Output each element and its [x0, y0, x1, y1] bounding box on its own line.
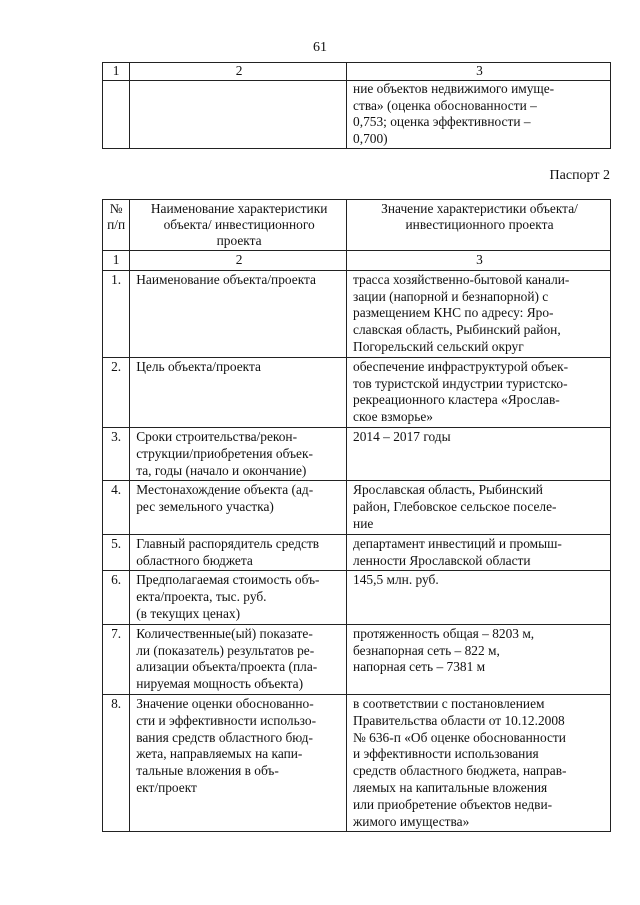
column-number-2: 2 — [130, 63, 347, 81]
table-row — [103, 694, 611, 831]
row-name: Местонахождение объекта (ад- рес земельного участка) — [130, 481, 347, 534]
column-number-1: 1 — [103, 63, 130, 81]
column-numbers-row — [103, 251, 611, 271]
table-row — [103, 80, 611, 148]
row-number: 3. — [103, 427, 130, 480]
row-value: в соответствии с постановлением Правительства области от 10.12.2008 № 636-п «Об оценке обоснованности и эффективности использования средств областного бюджета, направ- ляемых на капитальные вложения или приобретение объектов недви- жимого имущества» — [347, 694, 611, 831]
row-name: Цель объекта/проекта — [130, 357, 347, 427]
column-number-3: 3 — [347, 63, 611, 81]
header-name: Наименование характеристики объекта/ инвестиционного проекта — [130, 200, 347, 251]
table-row — [103, 481, 611, 534]
table-row — [103, 624, 611, 694]
passport-label: Паспорт 2 — [549, 168, 610, 183]
row-number: 2. — [103, 357, 130, 427]
header-number: № п/п — [103, 200, 130, 251]
cell-value: ние объектов недвижимого имуще- ства» (оценка обоснованности – 0,753; оценка эффективности – 0,700) — [347, 80, 611, 148]
row-number: 5. — [103, 534, 130, 571]
cell-number — [103, 80, 130, 148]
column-numbers-row — [103, 63, 611, 81]
page-number: 61 — [313, 40, 327, 55]
row-name: Предполагаемая стоимость объ- екта/проекта, тыс. руб. (в текущих ценах) — [130, 571, 347, 624]
table-row — [103, 357, 611, 427]
row-value: обеспечение инфраструктурой объек- тов туристской индустрии туристско- рекреационного кластера «Ярослав- ское взморье» — [347, 357, 611, 427]
row-number: 8. — [103, 694, 130, 831]
table-row — [103, 534, 611, 571]
header-row — [103, 200, 611, 251]
row-value: департамент инвестиций и промыш- ленности Ярославской области — [347, 534, 611, 571]
row-number: 6. — [103, 571, 130, 624]
row-value: протяженность общая – 8203 м, безнапорная сеть – 822 м, напорная сеть – 7381 м — [347, 624, 611, 694]
row-number: 1. — [103, 270, 130, 357]
row-name: Главный распорядитель средств областного бюджета — [130, 534, 347, 571]
row-name: Сроки строительства/рекон- струкции/приобретения объек- та, годы (начало и окончание) — [130, 427, 347, 480]
column-number-1: 1 — [103, 251, 130, 271]
row-value: 145,5 млн. руб. — [347, 571, 611, 624]
row-name: Количественные(ый) показате- ли (показатель) результатов ре- ализации объекта/проекта (пла- нируемая мощность объекта) — [130, 624, 347, 694]
row-value: трасса хозяйственно-бытовой канали- зации (напорной и безнапорной) с размещением КНС по адресу: Яро- славская область, Рыбинский район, Погорельский сельский округ — [347, 270, 611, 357]
column-number-3: 3 — [347, 251, 611, 271]
row-value: Ярославская область, Рыбинский район, Глебовское сельское поселе- ние — [347, 481, 611, 534]
row-name: Значение оценки обоснованно- сти и эффективности использо- вания средств областного бюд- жета, направляемых на капи- тальные вложения в объ- ект/проект — [130, 694, 347, 831]
row-number: 4. — [103, 481, 130, 534]
row-value: 2014 – 2017 годы — [347, 427, 611, 480]
column-number-2: 2 — [130, 251, 347, 271]
cell-name — [130, 80, 347, 148]
table-row — [103, 427, 611, 480]
row-name: Наименование объекта/проекта — [130, 270, 347, 357]
passport-table — [102, 199, 611, 832]
table-row — [103, 571, 611, 624]
continuation-table — [102, 62, 611, 149]
table-row — [103, 270, 611, 357]
row-number: 7. — [103, 624, 130, 694]
header-value: Значение характеристики объекта/ инвестиционного проекта — [347, 200, 611, 251]
